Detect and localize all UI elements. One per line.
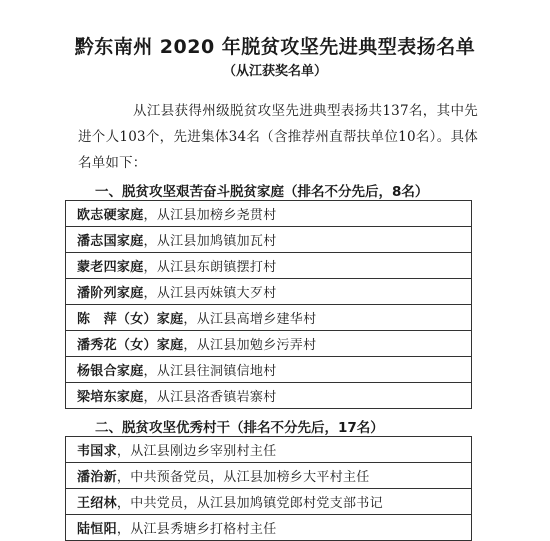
row-detail: ，从江县加勉乡污弄村 [183, 338, 317, 353]
row-detail: ，从江县加榜乡尧贯村 [143, 208, 277, 223]
row-name: 王绍林 [77, 496, 117, 511]
row-detail: ，中共预备党员，从江县加榜乡大平村主任 [116, 470, 370, 485]
intro-paragraph: 从江县获得州级脱贫攻坚先进典型表扬共137名，其中先进个人103个，先进集体34名（含推荐州直帮扶单位10名）。具体名单如下： [78, 103, 478, 171]
row-detail: ，从江县高增乡建华村 [183, 312, 317, 327]
row-name: 潘阶列家庭 [77, 286, 144, 301]
row-detail: ，从江县秀塘乡打格村主任 [116, 522, 277, 537]
row-name: 梁培东家庭 [77, 390, 144, 405]
table-row [66, 227, 471, 253]
table-row [66, 463, 471, 489]
row-name: 陆恒阳 [77, 522, 117, 537]
table-row [66, 357, 471, 383]
row-detail: ，从江县往洞镇信地村 [143, 364, 277, 379]
row-name: 杨银合家庭 [77, 364, 144, 379]
row-name: 蒙老四家庭 [77, 260, 144, 275]
table-row [66, 305, 471, 331]
section-1-table [65, 200, 472, 409]
section-heading-2 [95, 416, 384, 436]
row-name: 潘治新 [77, 470, 117, 485]
table-row [66, 253, 471, 279]
table-row [66, 383, 471, 409]
row-name: 潘志国家庭 [77, 234, 144, 249]
document-title: 黔东南州 2020 年脱贫攻坚先进典型表扬名单 [74, 36, 476, 58]
row-detail: ，从江县东朗镇摆打村 [143, 260, 277, 275]
row-detail: ，从江县丙妹镇大歹村 [143, 286, 277, 301]
section-heading-1 [95, 180, 428, 200]
table-row [66, 489, 471, 515]
row-detail: ，从江县加鸠镇加瓦村 [143, 234, 277, 249]
row-detail: ，从江县洛香镇岩寨村 [143, 390, 277, 405]
row-name: 韦国求 [77, 444, 117, 459]
row-detail: ，从江县刚边乡宰别村主任 [116, 444, 277, 459]
table-row [66, 279, 471, 305]
table-row [66, 515, 471, 541]
table-row [66, 331, 471, 357]
document-subtitle: （从江获奖名单） [222, 64, 327, 79]
section-heading-1-title: 一、脱贫攻坚艰苦奋斗脱贫家庭 [95, 184, 284, 200]
section-heading-2-note: （排名不分先后，17名） [230, 420, 384, 436]
section-heading-2-title: 二、脱贫攻坚优秀村干 [95, 420, 230, 436]
row-name: 潘秀花（女）家庭 [77, 338, 184, 353]
section-2-table [65, 436, 472, 541]
row-name: 欧志硬家庭 [77, 208, 144, 223]
section-heading-1-note: （排名不分先后，8名） [284, 184, 429, 200]
row-detail: ，中共党员，从江县加鸠镇党郎村党支部书记 [116, 496, 383, 511]
table-row [66, 437, 471, 463]
row-name: 陈 萍（女）家庭 [77, 312, 184, 327]
table-row [66, 201, 471, 227]
